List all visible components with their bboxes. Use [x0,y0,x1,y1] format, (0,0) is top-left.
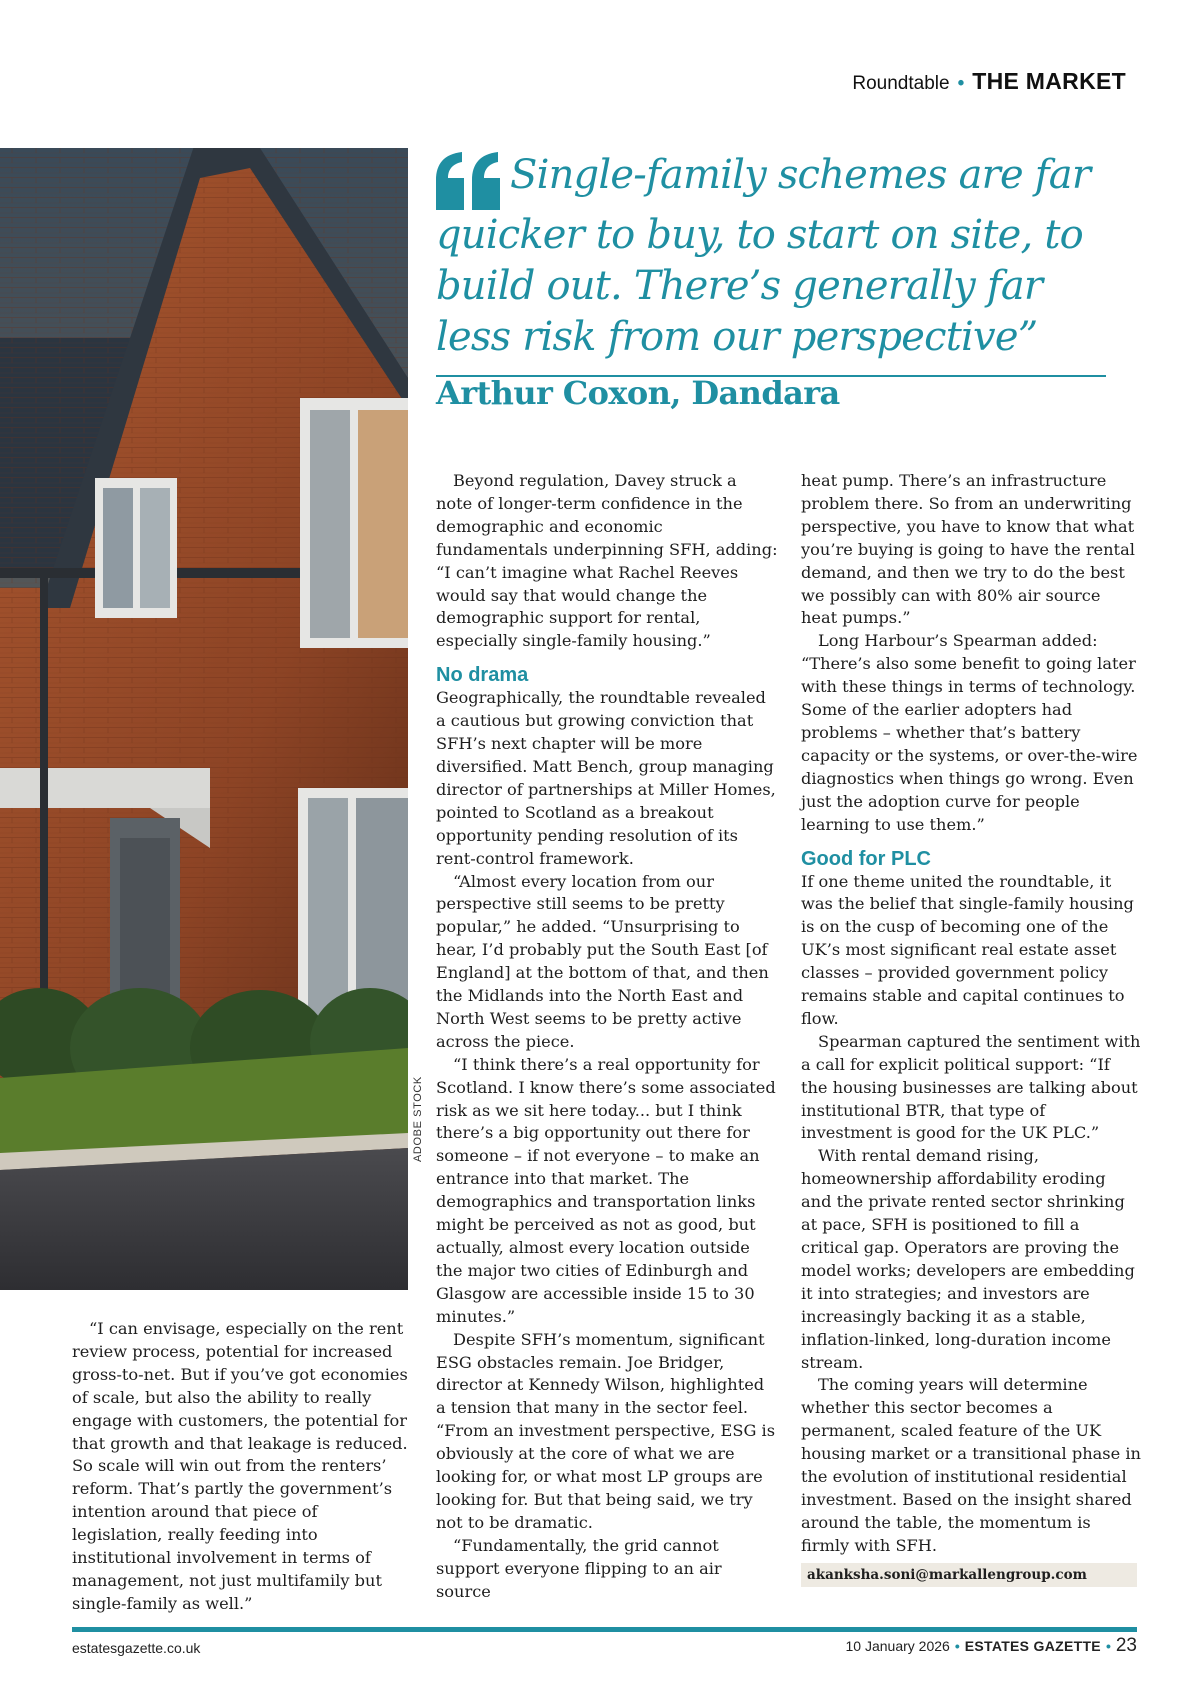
photo-credit: ADOBE STOCK [412,1076,424,1162]
quote-mark-icon [436,152,502,210]
footer-separator: • [1105,1638,1111,1654]
publication-name: ESTATES GAZETTE [964,1638,1101,1654]
paragraph: If one theme united the roundtable, it was the belief that single-family housing is on the cusp of becoming one of the UK’s most significant real estate asset classes – provided government policy remains stable and capital continues to flow. [801,871,1134,1028]
paragraph: The coming years will determine whether this sector becomes a permanent, scaled feature of the UK housing market or a transitional phase in the evolution of institutional residential investment. Based on the insight shared around the table, the momentum is firmly with SFH. [801,1375,1141,1555]
pull-quote [436,150,1106,363]
header-separator: • [957,73,965,94]
issue-date: 10 January 2026 [845,1638,950,1654]
page-number: 23 [1115,1635,1137,1656]
subheading-good-for-plc: Good for PLC [801,847,931,870]
quote-attribution: Arthur Coxon, Dandara [436,374,840,412]
article-column-2 [436,470,778,1604]
section-label: Roundtable [852,73,950,94]
section-header [852,68,1126,95]
paragraph: Despite SFH’s momentum, significant ESG obstacles remain. Joe Bridger, director at Kennedy Wilson, highlighted a tension that many in the sector feel. “From an investment perspective, ESG is obviously at the core of what we are looking for, or what most LP groups are looking for. But that being said, we try not to be dramatic. [436,1329,776,1532]
paragraph: Beyond regulation, Davey struck a note of longer-term confidence in the demographic and economic fundamentals underpinning SFH, adding: “I can’t imagine what Rachel Reeves would say that would change the demographic support for rental, especially single-family housing.” [436,471,778,651]
section-topic: THE MARKET [972,68,1126,94]
paragraph: Spearman captured the sentiment with a call for explicit political support: “If the housing businesses are talking about institutional BTR, that type of investment is good for the UK PLC.” [801,1031,1141,1143]
author-email[interactable]: akanksha.soni@markallengroup.com [801,1563,1137,1587]
subheading-no-drama: No drama [436,664,529,687]
paragraph: Geographically, the roundtable revealed a cautious but growing conviction that SFH’s next chapter will be more diversified. Matt Bench, group managing director of partnerships at Miller Homes, pointed to Scotland as a breakout opportunity pending resolution of its rent-control framework. [436,688,776,868]
paragraph: With rental demand rising, homeownership affordability eroding and the private rented sector shrinking at pace, SFH is positioned to fill a critical gap. Operators are proving the model works; developers are embedding it into strategies; and investors are increasingly backing it as a stable, inflation-linked, long-duration income stream. [801,1146,1135,1372]
footer-website[interactable]: estatesgazette.co.uk [72,1640,201,1656]
paragraph: Long Harbour’s Spearman added: “There’s also some benefit to going later with these things in terms of technology. Some of the earlier adopters had problems – whether that’s battery capacity or the systems, or over-the-wire diagnostics when things go wrong. Even just the adoption curve for people learning to use them.” [801,631,1138,834]
footer-info [846,1635,1137,1657]
paragraph: “Almost every location from our perspective still seems to be pretty popular,” he added. “Unsurprising to hear, I’d probably put the South East [of England] at the bottom of that, and then the Midlands into the North East and North West seems to be pretty active across the piece. [436,871,769,1051]
house-photo [0,148,408,1290]
quote-text: Single-family schemes are far quicker to buy, to start on site, to build out. There’s generally far less risk from our perspective” [436,152,1091,360]
article-column-1 [72,1318,412,1616]
paragraph: “I can envisage, especially on the rent review process, potential for increased gross-to-net. But if you’ve got economies of scale, but also the ability to really engage with customers, the potential for that growth and that leakage is reduced. So scale will win out from the renters’ reform. That’s partly the government’s intention around that piece of legislation, really feeding into institutional involvement in terms of management, not just multifamily but single-family as well.” [72,1319,408,1613]
footer-rule [72,1627,1137,1632]
paragraph: “I think there’s a real opportunity for Scotland. I know there’s some associated risk as we sit here today... but I think there’s a big opportunity out there for someone – if not everyone – to make an entrance into that market. The demographics and transportation links might be perceived as not as good, but actually, almost every location outside the major two cities of Edinburgh and Glasgow are accessible inside 15 to 30 minutes.” [436,1054,776,1326]
paragraph: “Fundamentally, the grid cannot support everyone flipping to an air source [436,1535,722,1601]
paragraph: heat pump. There’s an infrastructure problem there. So from an underwriting perspective, you have to know that what you’re buying is going to have the rental demand, and then we try to do the best we possibly can with 80% air source heat pumps.” [801,471,1135,628]
article-column-3 [801,470,1141,1558]
footer-separator: • [954,1638,960,1654]
